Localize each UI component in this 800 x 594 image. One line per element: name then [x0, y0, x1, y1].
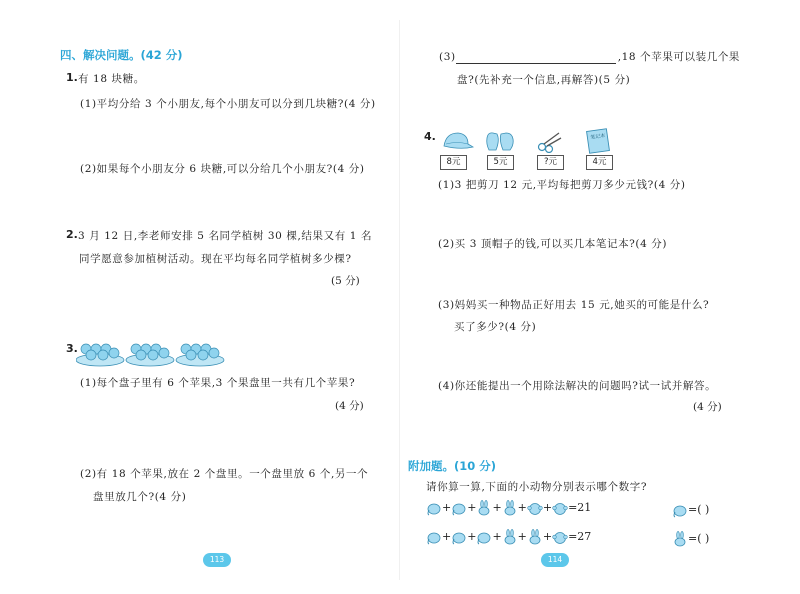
q3-number: 3. [66, 342, 78, 355]
q1-text: 有 18 块糖。 [78, 73, 145, 85]
bonus-intro: 请你算一算,下面的小动物分别表示哪个数字? [426, 481, 648, 493]
bonus-eq1-result: =21 [568, 501, 592, 514]
q3c-label: (3) [439, 51, 456, 63]
monkey-icon [527, 500, 543, 516]
notebook-label: 笔记本 [590, 132, 606, 141]
q4-part3-line2: 买了多少?(4 分) [454, 321, 537, 333]
bonus-eq2-answer[interactable]: =( ) [688, 532, 710, 545]
rabbit-icon [672, 531, 688, 547]
apple-plate-icon [176, 344, 224, 366]
q4-part1: (1)3 把剪刀 12 元,平均每把剪刀多少元钱?(4 分) [438, 179, 686, 191]
rabbit-icon [527, 529, 543, 545]
q4-part4-score: (4 分) [693, 401, 722, 413]
bonus-eq2-answer-row [672, 531, 709, 547]
price-scissors: ?元 [537, 155, 564, 170]
q3-part1-score: (4 分) [335, 400, 364, 412]
fill-blank[interactable] [456, 53, 616, 64]
q4-part4: (4)你还能提出一个用除法解决的问题吗?试一试并解答。 [438, 380, 717, 392]
price-cap: 8元 [440, 155, 467, 170]
elephant-icon [476, 529, 492, 545]
price-notebook: 4元 [586, 155, 613, 170]
q3c-line1-text: ,18 个苹果可以装几个果 [617, 51, 741, 63]
page-number-left: 113 [203, 553, 231, 567]
q2-line1: 3 月 12 日,李老师安排 5 名同学植树 30 棵,结果又有 1 名 [78, 230, 373, 242]
rabbit-icon [476, 500, 492, 516]
q3-part2-line2: 盘里放几个?(4 分) [93, 491, 187, 503]
monkey-icon [552, 500, 568, 516]
bonus-equation-1: + + + + + =21 [426, 500, 591, 516]
apple-plates-illustration [76, 338, 228, 368]
elephant-icon [451, 529, 467, 545]
cap-icon [440, 130, 474, 154]
elephant-icon [426, 500, 442, 516]
q1-part1: (1)平均分给 3 个小朋友,每个小朋友可以分到几块糖?(4 分) [80, 98, 376, 110]
section-title: 四、解决问题。(42 分) [60, 48, 183, 62]
q3-part1: (1)每个盘子里有 6 个苹果,3 个果盘里一共有几个苹果? [80, 377, 356, 389]
q4-part2: (2)买 3 顶帽子的钱,可以买几本笔记本?(4 分) [438, 238, 668, 250]
bonus-eq1-answer[interactable]: =( ) [688, 503, 710, 516]
apple-plate-icon [126, 344, 174, 366]
rabbit-icon [502, 529, 518, 545]
q4-number: 4. [424, 130, 436, 143]
monkey-icon [552, 529, 568, 545]
page-number-right: 114 [541, 553, 569, 567]
q2-line2: 同学愿意参加植树活动。现在平均每名同学植树多少棵? [79, 253, 352, 265]
q3c-line2: 盘?(先补充一个信息,再解答)(5 分) [457, 74, 631, 86]
elephant-icon [451, 500, 467, 516]
elephant-icon [672, 502, 688, 518]
q3-part2-line1: (2)有 18 个苹果,放在 2 个盘里。一个盘里放 6 个,另一个 [80, 468, 369, 480]
rabbit-icon [502, 500, 518, 516]
q4-part3-line1: (3)妈妈买一种物品正好用去 15 元,她买的可能是什么? [438, 299, 710, 311]
page-divider [399, 20, 400, 580]
gloves-icon [484, 130, 516, 154]
price-gloves: 5元 [487, 155, 514, 170]
bonus-title: 附加题。(10 分) [408, 459, 497, 473]
q2-number: 2. [66, 228, 78, 241]
bonus-eq2-result: =27 [568, 530, 592, 543]
notebook-icon [583, 128, 613, 154]
elephant-icon [426, 529, 442, 545]
q1-part2: (2)如果每个小朋友分 6 块糖,可以分给几个小朋友?(4 分) [80, 163, 365, 175]
bonus-equation-2: + + + + + =27 [426, 529, 591, 545]
q1-number: 1. [66, 71, 78, 84]
apple-plate-icon [76, 344, 124, 366]
q3c-line1 [439, 49, 740, 64]
bonus-eq1-answer-row [672, 502, 709, 518]
q2-score: (5 分) [331, 275, 360, 287]
scissors-icon [537, 131, 563, 153]
